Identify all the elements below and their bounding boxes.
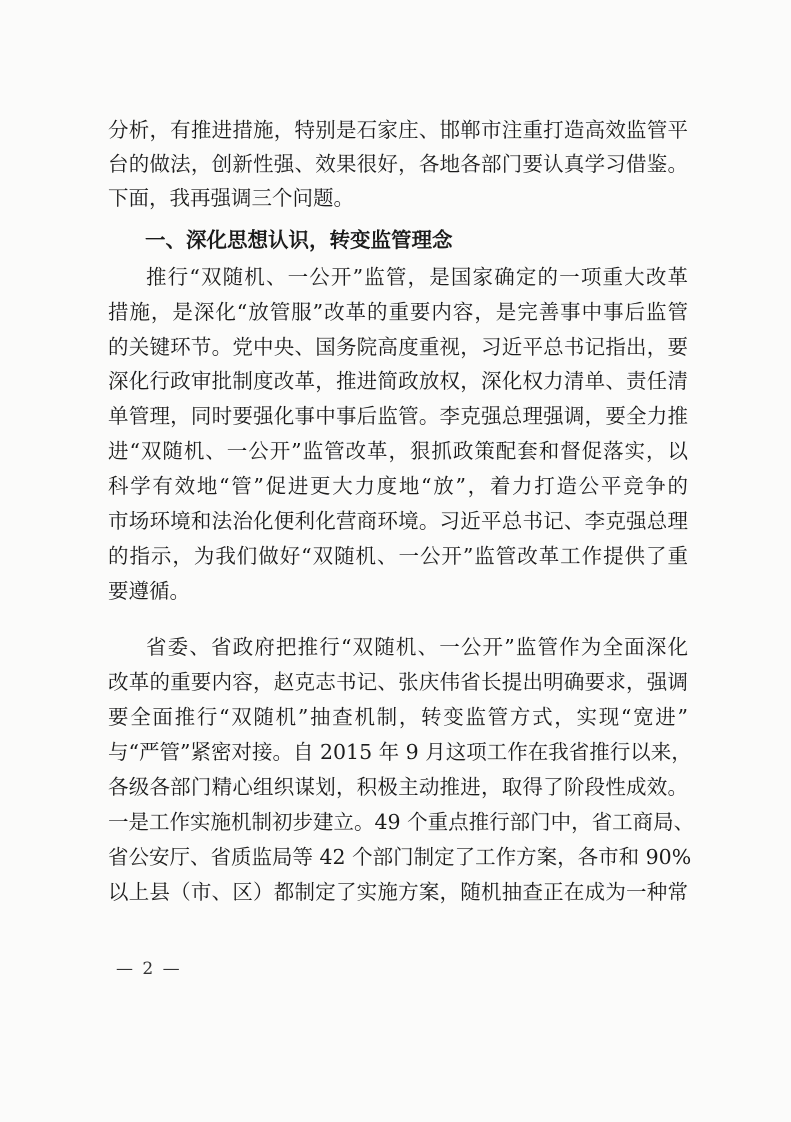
- body-text-line: 省委、省政府把推行“双随机、一公开”监管作为全面深化: [146, 635, 688, 659]
- body-text-line: 的指示，为我们做好“双随机、一公开”监管改革工作提供了重: [108, 544, 688, 568]
- body-text-line: 进“双随机、一公开”监管改革，狠抓政策配套和督促落实，以: [108, 439, 688, 463]
- body-text-line: 措施，是深化“放管服”改革的重要内容，是完善事中事后监管: [108, 300, 688, 324]
- body-text-line: 以上县（市、区）都制定了实施方案，随机抽查正在成为一种常: [108, 880, 688, 904]
- body-text-line: 省公安厅、省质监局等 42 个部门制定了工作方案，各市和 90%: [108, 845, 692, 869]
- body-text-line: 一是工作实施机制初步建立。49 个重点推行部门中，省工商局、: [108, 810, 695, 834]
- body-text-line: 深化行政审批制度改革，推进简政放权，深化权力清单、责任清: [108, 369, 688, 393]
- body-text-line: 市场环境和法治化便利化营商环境。习近平总书记、李克强总理: [108, 509, 688, 533]
- body-text-line: 要全面推行“双随机”抽查机制，转变监管方式，实现“宽进”: [108, 705, 688, 729]
- page-number: — 2 —: [116, 959, 182, 979]
- body-text-line: 下面，我再强调三个问题。: [108, 186, 354, 210]
- body-text-line: 推行“双随机、一公开”监管，是国家确定的一项重大改革: [146, 265, 688, 289]
- body-text-line: 台的做法，创新性强、效果很好，各地各部门要认真学习借鉴。: [108, 152, 688, 176]
- body-text-line: 改革的重要内容，赵克志书记、张庆伟省长提出明确要求，强调: [108, 670, 688, 694]
- body-text-line: 分析，有推进措施，特别是石家庄、邯郸市注重打造高效监管平: [108, 118, 688, 142]
- body-text-line: 各级各部门精心组织谋划，积极主动推进，取得了阶段性成效。: [108, 775, 688, 799]
- body-text-line: 的关键环节。党中央、国务院高度重视，习近平总书记指出，要: [108, 335, 688, 359]
- section-heading: 一、深化思想认识，转变监管理念: [145, 228, 453, 252]
- body-text-line: 单管理，同时要强化事中事后监管。李克强总理强调，要全力推: [108, 404, 688, 428]
- body-text-line: 要遵循。: [108, 579, 190, 603]
- body-text-line: 与“严管”紧密对接。自 2015 年 9 月这项工作在我省推行以来，: [108, 740, 692, 764]
- body-text-line: 科学有效地“管”促进更大力度地“放”，着力打造公平竞争的: [108, 474, 688, 498]
